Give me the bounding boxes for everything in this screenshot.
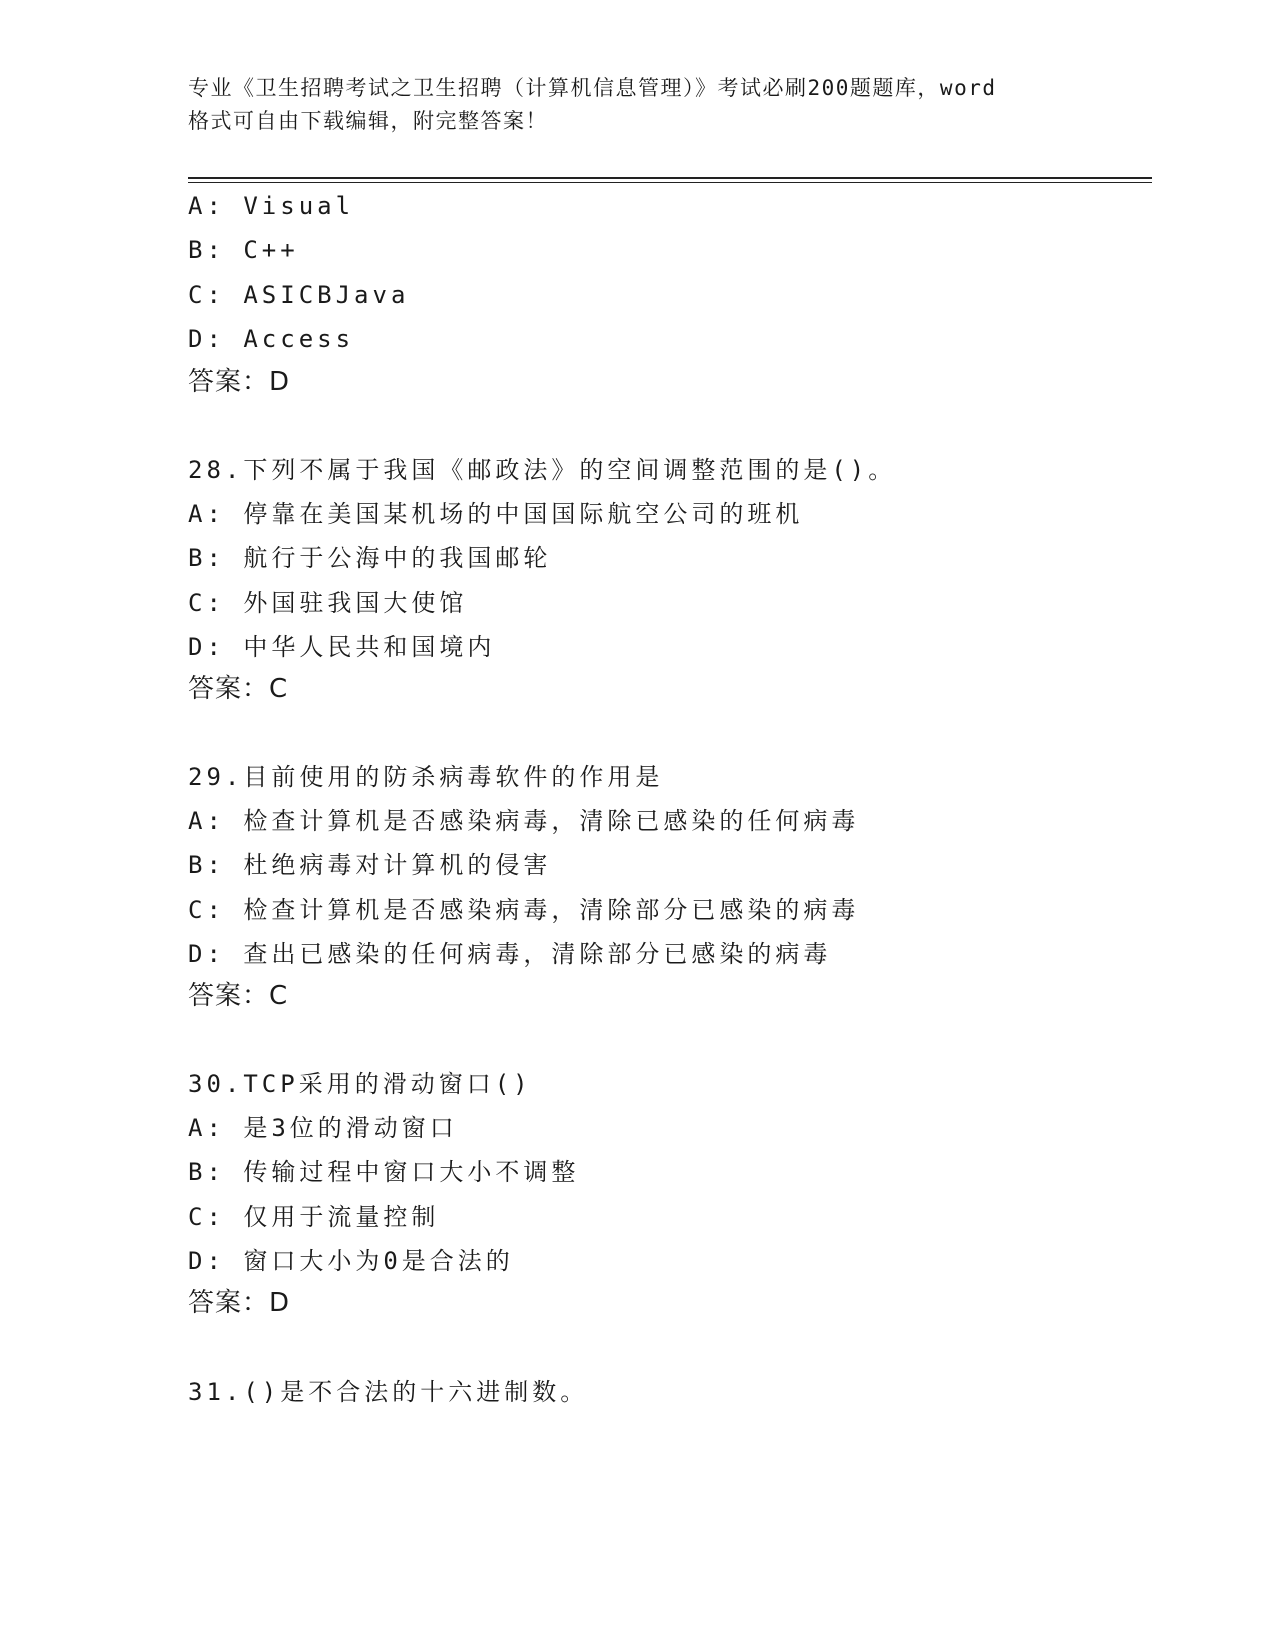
q27-answer: 答案：D <box>188 367 291 397</box>
q28-option-c: C: 外国驻我国大使馆 <box>188 589 468 617</box>
q29-answer: 答案：C <box>188 981 289 1011</box>
header-title-line-2: 格式可自由下载编辑，附完整答案！ <box>188 109 548 133</box>
document-header <box>188 72 1088 138</box>
q27-option-b: B: C++ <box>188 236 299 264</box>
q28-answer: 答案：C <box>188 674 289 704</box>
q27-option-d: D: Access <box>188 325 355 353</box>
q30-answer: 答案：D <box>188 1288 291 1318</box>
q28-option-b: B: 航行于公海中的我国邮轮 <box>188 544 552 572</box>
q28-option-d: D: 中华人民共和国境内 <box>188 633 496 661</box>
q29-option-b: B: 杜绝病毒对计算机的侵害 <box>188 851 552 879</box>
q27-option-a: A: Visual <box>188 192 355 220</box>
q31-question: 31.()是不合法的十六进制数。 <box>188 1378 589 1406</box>
header-divider-thin <box>188 182 1152 183</box>
q29-option-c: C: 检查计算机是否感染病毒，清除部分已感染的病毒 <box>188 896 860 924</box>
q30-option-c: C: 仅用于流量控制 <box>188 1203 440 1231</box>
header-title-line-1: 专业《卫生招聘考试之卫生招聘（计算机信息管理）》考试必刷200题题库，word <box>188 76 997 100</box>
q29-option-a: A: 检查计算机是否感染病毒，清除已感染的任何病毒 <box>188 807 860 835</box>
q30-option-d: D: 窗口大小为0是合法的 <box>188 1247 514 1275</box>
q28-option-a: A: 停靠在美国某机场的中国国际航空公司的班机 <box>188 500 804 528</box>
q29-option-d: D: 查出已感染的任何病毒，清除部分已感染的病毒 <box>188 940 832 968</box>
q30-option-a: A: 是3位的滑动窗口 <box>188 1114 458 1142</box>
header-divider-thick <box>188 177 1152 179</box>
q28-question: 28.下列不属于我国《邮政法》的空间调整范围的是()。 <box>188 456 897 484</box>
q27-option-c: C: ASICBJava <box>188 281 410 309</box>
q30-question: 30.TCP采用的滑动窗口() <box>188 1070 532 1098</box>
q29-question: 29.目前使用的防杀病毒软件的作用是 <box>188 763 664 791</box>
q30-option-b: B: 传输过程中窗口大小不调整 <box>188 1158 580 1186</box>
